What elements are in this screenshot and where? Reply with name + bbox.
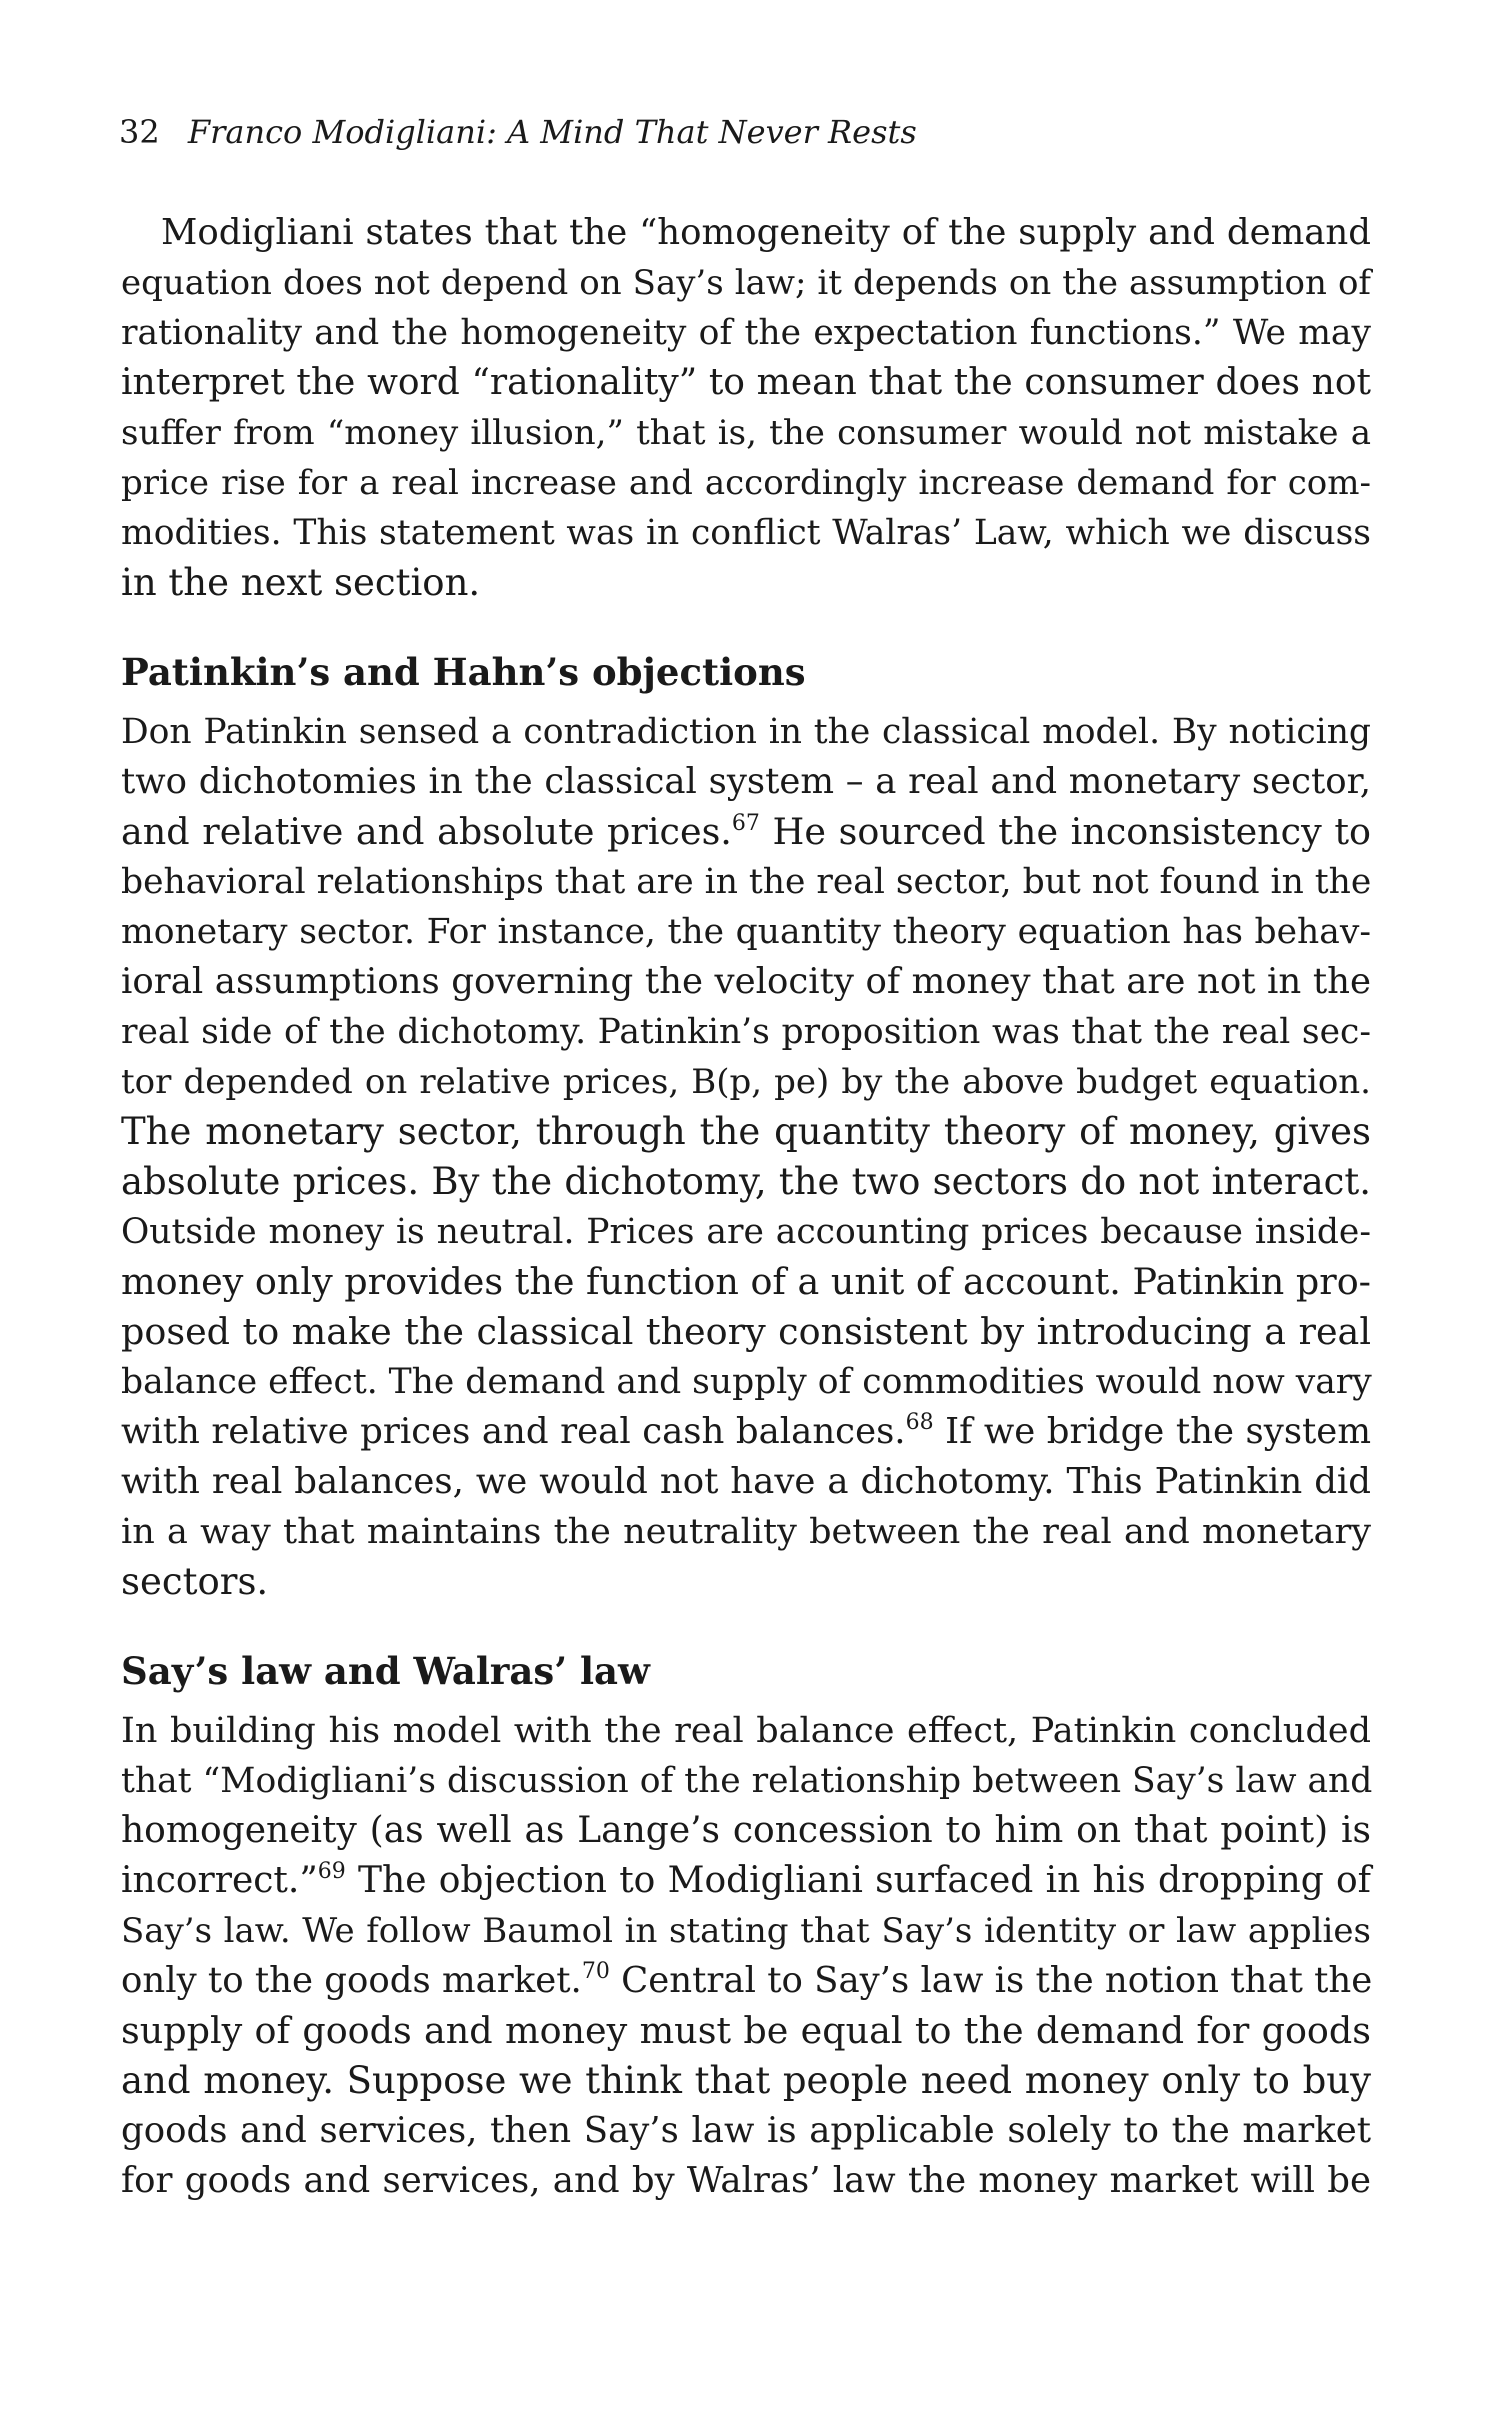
text-line: goods and services, then Say’s law is applicable solely to the market (121, 2110, 1371, 2151)
text-line: money only provides the function of a unit of account. Patinkin pro- (121, 1260, 1372, 1303)
page-number: 32 (119, 113, 160, 151)
text-line: Outside money is neutral. Prices are accounting prices because inside- (121, 1212, 1371, 1252)
text-line: ioral assumptions governing the velocity of money that are not in the (121, 961, 1371, 1002)
section-heading-says-walras: Say’s law and Walras’ law (121, 1649, 650, 1693)
text-line: suffer from “money illusion,” that is, the consumer would not mistake a (121, 413, 1371, 453)
paragraph-3 (121, 1706, 1371, 2206)
text-line: The monetary sector, through the quantity theory of money, gives (121, 1110, 1371, 1153)
text-line: Modigliani states that the “homogeneity of the supply and demand (161, 212, 1371, 253)
text-line: behavioral relationships that are in the real sector, but not found in the (121, 862, 1372, 902)
footnote-ref-70[interactable]: 70 (581, 1959, 610, 1984)
text-line: tor depended on relative prices, B(p, pe) by the above budget equation. (121, 1062, 1371, 1102)
text-line: rationality and the homogeneity of the expectation functions.” We may (121, 313, 1371, 353)
footnote-ref-68[interactable]: 68 (905, 1410, 934, 1435)
text-line: only to the goods market.$^{70}$ Central to Say’s law is the notion that the (121, 1959, 1373, 2001)
text-line: posed to make the classical theory consistent by introducing a real (121, 1310, 1371, 1353)
text-line: absolute prices. By the dichotomy, the two sectors do not interact. (121, 1160, 1371, 1203)
text-line: Don Patinkin sensed a contradiction in the classical model. By noticing (121, 712, 1371, 752)
paragraph-2 (121, 707, 1371, 1607)
text-line: balance effect. The demand and supply of commodities would now vary (121, 1362, 1372, 1402)
text-line: price rise for a real increase and accordingly increase demand for com- (121, 463, 1371, 503)
text-line: real side of the dichotomy. Patinkin’s proposition was that the real sec- (121, 1012, 1371, 1052)
text-line: and relative and absolute prices.$^{67}$ He sourced the inconsistency to (121, 810, 1371, 853)
section-heading-patinkin-hahn: Patinkin’s and Hahn’s objections (121, 650, 806, 694)
text-line: in the next section. (121, 561, 481, 604)
text-line: modities. This statement was in conflict Walras’ Law, which we discuss (121, 513, 1371, 553)
text-line: In building his model with the real balance effect, Patinkin concluded (121, 1711, 1371, 1751)
text-line: in a way that maintains the neutrality between the real and monetary (121, 1512, 1371, 1552)
paragraph-1 (121, 208, 1371, 608)
text-line: two dichotomies in the classical system – a real and monetary sector, (121, 761, 1371, 802)
text-line: Say’s law. We follow Baumol in stating that Say’s identity or law applies (121, 1911, 1371, 1951)
text-line: for goods and services, and by Walras’ law the money market will be (121, 2160, 1371, 2201)
footnote-ref-69[interactable]: 69 (317, 1859, 346, 1884)
text-line: supply of goods and money must be equal to the demand for goods (121, 2009, 1371, 2052)
text-line: with relative prices and real cash balances.$^{68}$ If we bridge the system (121, 1410, 1371, 1452)
text-line: that “Modigliani’s discussion of the relationship between Say’s law and (121, 1761, 1373, 1801)
text-line: monetary sector. For instance, the quantity theory equation has behav- (121, 912, 1371, 952)
footnote-ref-67[interactable]: 67 (731, 811, 760, 836)
text-line: equation does not depend on Say’s law; it depends on the assumption of (121, 263, 1371, 303)
text-line: incorrect.”$^{69}$ The objection to Modigliani surfaced in his dropping of (121, 1859, 1371, 1901)
text-line: sectors. (121, 1560, 269, 1603)
book-title: Franco Modigliani: A Mind That Never Rests (187, 113, 917, 151)
text-line: with real balances, we would not have a dichotomy. This Patinkin did (121, 1461, 1371, 1502)
running-head (119, 112, 917, 152)
text-line: and money. Suppose we think that people need money only to buy (121, 2059, 1371, 2102)
text-line: homogeneity (as well as Lange’s concession to him on that point) is (121, 1810, 1371, 1851)
text-line: interpret the word “rationality” to mean that the consumer does not (121, 362, 1371, 403)
